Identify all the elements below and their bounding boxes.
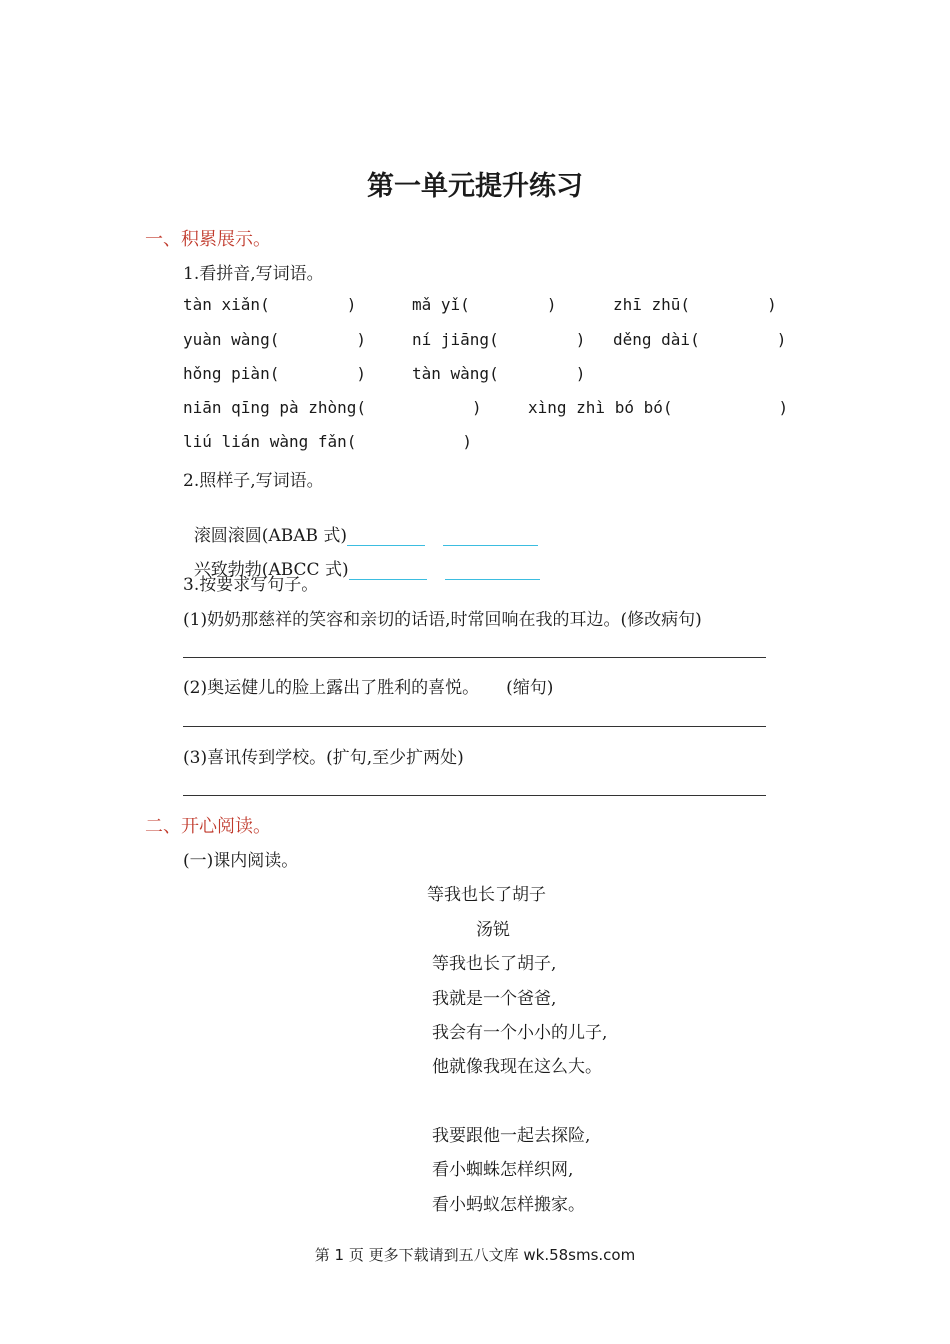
answer-line[interactable] bbox=[183, 657, 766, 658]
pinyin-item: děng dài( ) bbox=[613, 330, 787, 349]
poem-line: 看小蚂蚁怎样搬家。 bbox=[432, 1195, 585, 1215]
pinyin-item: ní jiāng( ) bbox=[412, 330, 586, 349]
pinyin-item: zhī zhū( ) bbox=[613, 295, 777, 314]
answer-line[interactable] bbox=[183, 795, 766, 796]
poem-title: 等我也长了胡子 bbox=[427, 885, 546, 905]
poem-line: 看小蜘蛛怎样织网, bbox=[432, 1160, 574, 1180]
page-title: 第一单元提升练习 bbox=[367, 171, 583, 202]
pinyin-item: hǒng piàn( ) bbox=[183, 364, 367, 383]
poem-line: 我会有一个小小的儿子, bbox=[432, 1023, 608, 1043]
q2-label: 2.照样子,写词语。 bbox=[183, 471, 324, 491]
answer-blank[interactable] bbox=[349, 561, 427, 580]
example-text: 兴致勃勃(ABCC 式) bbox=[193, 560, 349, 580]
poem-author: 汤锐 bbox=[476, 920, 510, 940]
page-footer: 第 1 页 更多下载请到五八文库 wk.58sms.com bbox=[314, 1246, 636, 1264]
q3-label: 3.按要求写句子。 bbox=[183, 575, 319, 595]
q3-sentence-2: (2)奥运健儿的脸上露出了胜利的喜悦。 (缩句) bbox=[183, 678, 554, 698]
q3-sentence-1: (1)奶奶那慈祥的笑容和亲切的话语,时常回响在我的耳边。(修改病句) bbox=[183, 610, 702, 630]
q1-label: 1.看拼音,写词语。 bbox=[183, 264, 324, 284]
q3-sentence-3: (3)喜讯传到学校。(扩句,至少扩两处) bbox=[183, 748, 464, 768]
pinyin-item: niān qīng pà zhòng( ) bbox=[183, 398, 482, 417]
answer-line[interactable] bbox=[183, 726, 766, 727]
poem-line: 等我也长了胡子, bbox=[432, 954, 557, 974]
poem-line: 我要跟他一起去探险, bbox=[432, 1126, 591, 1146]
poem-line: 他就像我现在这么大。 bbox=[432, 1057, 602, 1077]
section-2-heading: 二、开心阅读。 bbox=[145, 816, 271, 837]
pinyin-item: mǎ yǐ( ) bbox=[412, 295, 557, 314]
pinyin-item: tàn wàng( ) bbox=[412, 364, 586, 383]
answer-blank[interactable] bbox=[445, 561, 540, 580]
section-1-heading: 一、积累展示。 bbox=[145, 229, 271, 250]
pinyin-item: liú lián wàng fǎn( ) bbox=[183, 432, 472, 451]
example-text: 滚圆滚圆(ABAB 式) bbox=[193, 526, 348, 546]
pinyin-item: yuàn wàng( ) bbox=[183, 330, 367, 349]
reading-subheading: (一)课内阅读。 bbox=[183, 851, 299, 871]
pinyin-item: tàn xiǎn( ) bbox=[183, 295, 357, 314]
pinyin-item: xìng zhì bó bó( ) bbox=[528, 398, 789, 417]
poem-line: 我就是一个爸爸, bbox=[432, 989, 557, 1009]
